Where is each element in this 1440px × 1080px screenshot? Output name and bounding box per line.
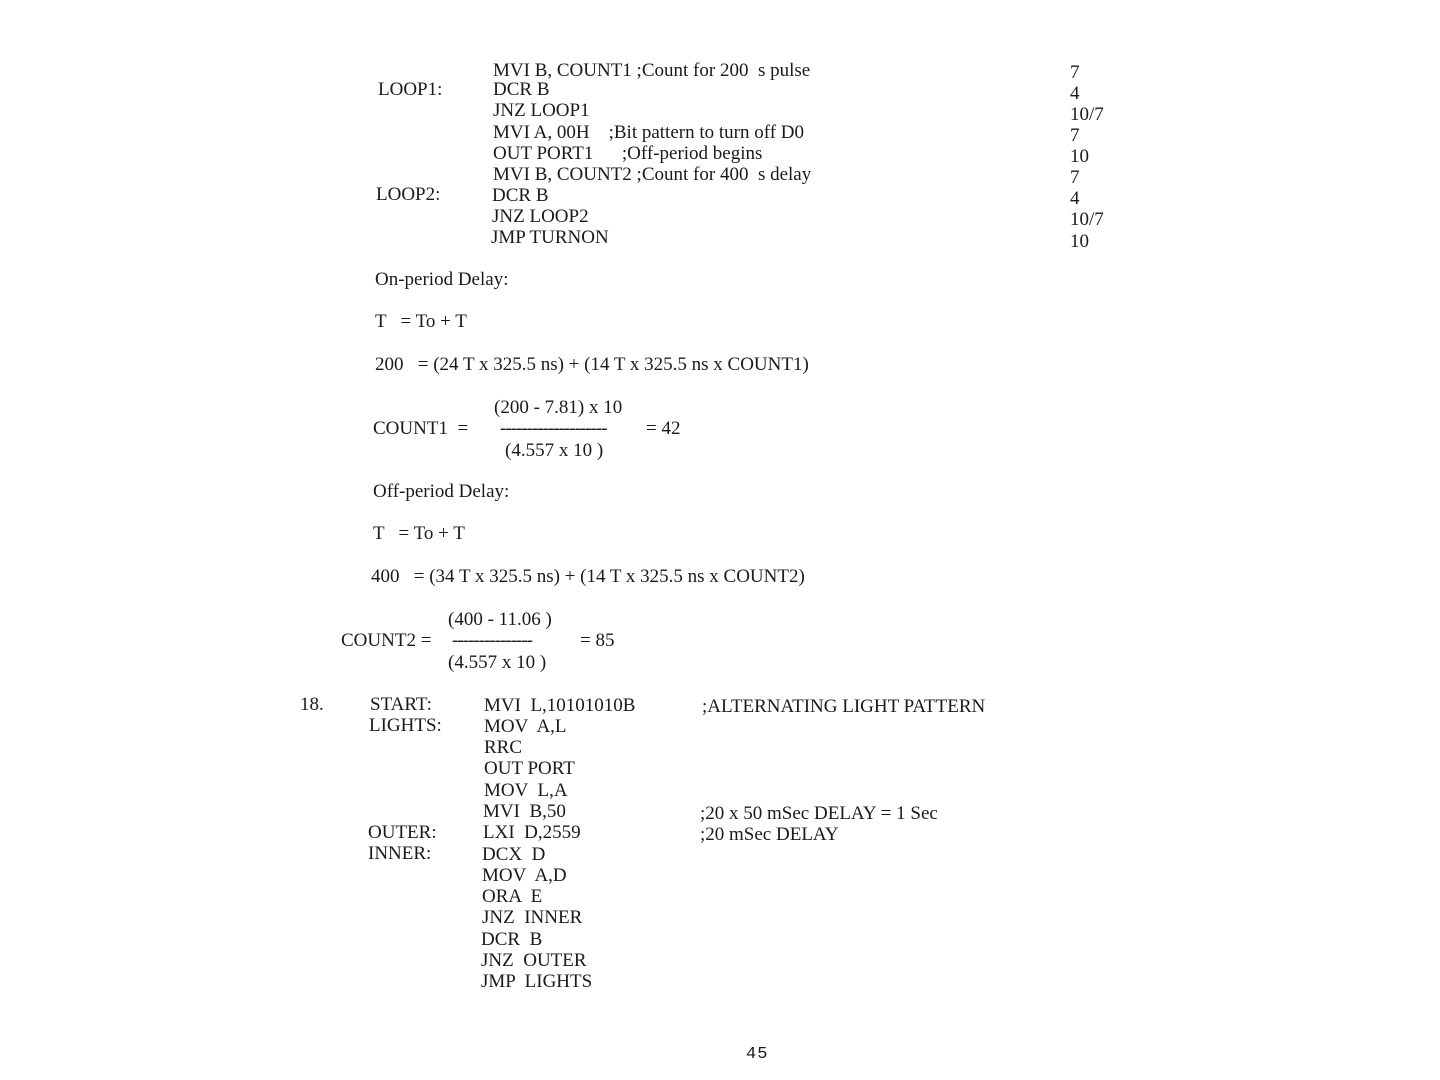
cycle-count: 10 xyxy=(1070,231,1089,252)
cycle-count: 10/7 xyxy=(1070,104,1104,125)
code-line: DCR B xyxy=(481,929,543,950)
code-line: JMP LIGHTS xyxy=(481,971,593,992)
code-line: MOV L,A xyxy=(484,780,568,801)
page-number: 45 xyxy=(746,1045,769,1064)
cycle-count: 4 xyxy=(1070,188,1080,209)
code-comment: ;ALTERNATING LIGHT PATTERN xyxy=(702,696,986,717)
code-line: MVI A, 00H ;Bit pattern to turn off D0 xyxy=(493,122,805,143)
cycle-count: 10/7 xyxy=(1070,209,1104,230)
equation: T = To + T xyxy=(373,523,465,544)
code-line: MVI B, COUNT1 ;Count for 200 s pulse xyxy=(493,60,811,81)
code-label: LOOP1: xyxy=(378,79,443,100)
fraction-label: COUNT2 = xyxy=(341,630,432,651)
cycle-count: 7 xyxy=(1070,167,1080,188)
cycle-count: 7 xyxy=(1070,62,1080,83)
code-line: DCR B xyxy=(493,79,550,100)
code-line: ORA E xyxy=(482,886,543,907)
equation: 200 = (24 T x 325.5 ns) + (14 T x 325.5 ns x COUNT1) xyxy=(375,354,809,375)
equation: T = To + T xyxy=(375,311,467,332)
code-comment: ;20 x 50 mSec DELAY = 1 Sec xyxy=(700,803,938,824)
code-line: DCX D xyxy=(482,844,546,865)
fraction-denominator: (4.557 x 10 ) xyxy=(448,652,547,673)
code-line: JNZ LOOP1 xyxy=(493,100,590,121)
code-line: DCR B xyxy=(492,185,549,206)
code-line: OUT PORT xyxy=(484,758,575,779)
code-line: JMP TURNON xyxy=(491,227,609,248)
code-label: LOOP2: xyxy=(376,184,441,205)
code-line: LXI D,2559 xyxy=(483,822,581,843)
code-label: LIGHTS: xyxy=(369,715,442,736)
problem-number: 18. xyxy=(300,694,324,715)
code-line: MOV A,L xyxy=(484,716,567,737)
code-line: JNZ OUTER xyxy=(481,950,587,971)
code-line: MVI B, COUNT2 ;Count for 400 s delay xyxy=(493,164,812,185)
code-line: JNZ LOOP2 xyxy=(492,206,589,227)
section-heading: Off-period Delay: xyxy=(373,481,510,502)
code-comment: ;20 mSec DELAY xyxy=(700,824,839,845)
fraction-result: = 85 xyxy=(580,630,615,651)
code-line: MOV A,D xyxy=(482,865,567,886)
section-heading: On-period Delay: xyxy=(375,269,509,290)
cycle-count: 4 xyxy=(1070,83,1080,104)
code-line: MVI L,10101010B xyxy=(484,695,636,716)
code-line: RRC xyxy=(484,737,523,758)
fraction-denominator: (4.557 x 10 ) xyxy=(505,440,604,461)
code-line: JNZ INNER xyxy=(482,907,583,928)
fraction-numerator: (200 - 7.81) x 10 xyxy=(494,397,623,418)
code-line: MVI B,50 xyxy=(483,801,566,822)
fraction-line: --------------- xyxy=(452,630,532,651)
code-label: OUTER: xyxy=(368,822,437,843)
fraction-label: COUNT1 = xyxy=(373,418,469,439)
fraction-numerator: (400 - 11.06 ) xyxy=(448,609,552,630)
fraction-line: -------------------- xyxy=(500,418,607,439)
cycle-count: 10 xyxy=(1070,146,1089,167)
code-label: START: xyxy=(370,694,432,715)
code-label: INNER: xyxy=(368,843,432,864)
cycle-count: 7 xyxy=(1070,125,1080,146)
equation: 400 = (34 T x 325.5 ns) + (14 T x 325.5 ns x COUNT2) xyxy=(371,566,805,587)
code-line: OUT PORT1 ;Off-period begins xyxy=(493,143,763,164)
fraction-result: = 42 xyxy=(646,418,681,439)
